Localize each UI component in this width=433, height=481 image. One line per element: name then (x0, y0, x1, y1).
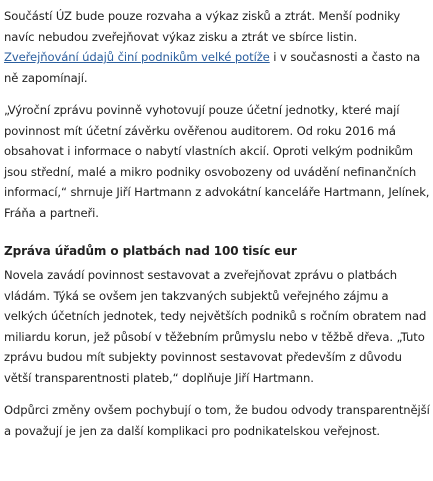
paragraph-financial-statements (4, 6, 430, 88)
paragraph-payments-to-governments: Novela zavádí povinnost sestavovat a zveřejňovat zprávu o platbách vládám. Týká se ovšem jen takzvaných subjektů veřejného zájmu a velkých účetních jednotek, tedy největších podniků s ročním obratem nad miliardu korun, jež působí v těžebním průmyslu nebo v těžbě dřeva. „Tuto zprávu budou mít subjekty povinnost sestavovat především z důvodu větší transparentnosti plateb,“ doplňuje Jiří Hartmann. (4, 268, 427, 385)
paragraph-opponents: Odpůrci změny ovšem pochybují o tom, že budou odvody transparentnější a považují je jen za další komplikaci pro podnikatelskou veřejnost. (4, 403, 430, 438)
paragraph-text: Součástí ÚZ bude pouze rozvaha a výkaz zisků a ztrát. Menší podniky navíc nebudou zveřejňovat výkaz zisku a ztrát ve sbírce listin. (4, 9, 401, 44)
article-body (4, 6, 430, 453)
paragraph-annual-report-quote: „Výroční zprávu povinně vyhotovují pouze účetní jednotky, které mají povinnost mít účetní závěrku ověřenou auditorem. Od roku 2016 má obsahovat i informace o nabytí vlastních akcií. Oproti velkým podnikům jsou střední, malé a mikro podniky osvobozeny od uvádění nefinančních informací,“ shrnuje Jiří Hartmann z advokátní kanceláře Hartmann, Jelínek, Fráňa a partneři. (4, 103, 430, 220)
section-heading-payments-report: Zpráva úřadům o platbách nad 100 tisíc eur (4, 244, 297, 258)
article-link-disclosure-problems[interactable]: Zveřejňování údajů činí podnikům velké potíže (4, 50, 270, 64)
paragraph-text: i v současnosti a často na ně zapomínají. (4, 50, 421, 85)
